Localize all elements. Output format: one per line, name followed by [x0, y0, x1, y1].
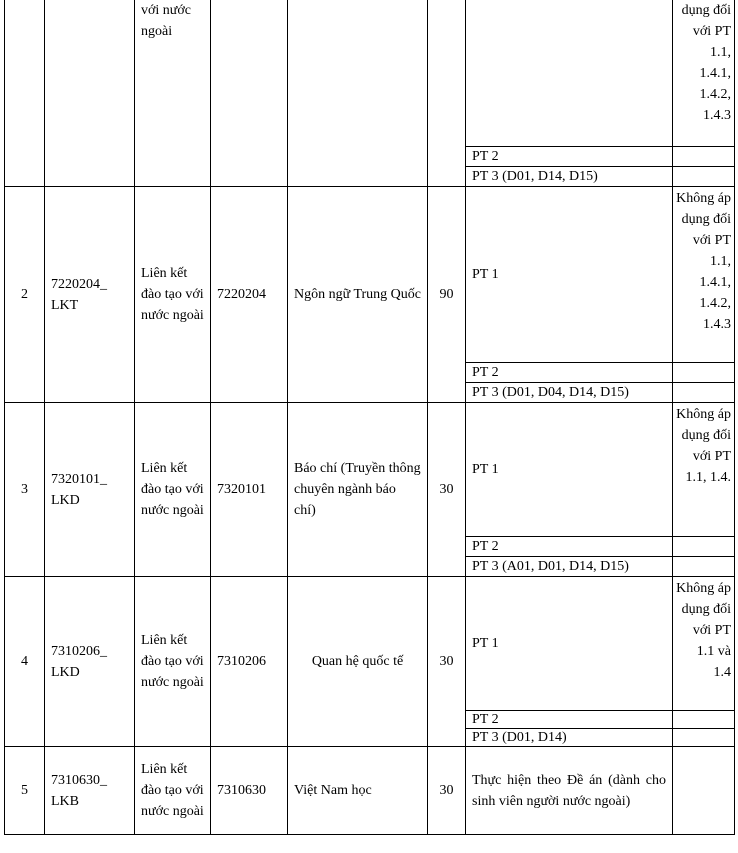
- note-cell: Không áp dụng đối với PT 1.1 và 1.4: [673, 577, 735, 711]
- major-cell: Quan hệ quốc tế: [288, 577, 428, 747]
- method-cell: PT 3 (D01, D14): [466, 729, 673, 747]
- note-cell-empty: [673, 729, 735, 747]
- type-cell: Liên kết đào tạo với nước ngoài: [135, 187, 211, 403]
- note-cell-empty: [673, 537, 735, 557]
- code-cell: 7310630_ LKB: [45, 747, 135, 835]
- method-cell: PT 2: [466, 537, 673, 557]
- quota-cell: 90: [428, 187, 466, 403]
- method-cell: PT 3 (D01, D14, D15): [466, 167, 673, 187]
- stt-cell: 4: [5, 577, 45, 747]
- note-cell: Không áp dụng đối với PT 1.1, 1.4.1, 1.4.2, 1.4.3: [673, 187, 735, 363]
- code-cell: [45, 0, 135, 187]
- method-cell: Thực hiện theo Đề án (dành cho sinh viên người nước ngoài): [466, 747, 673, 835]
- major-cell: [288, 0, 428, 187]
- note-cell-empty: [673, 557, 735, 577]
- stt-cell: 5: [5, 747, 45, 835]
- major-code-cell: 7220204: [211, 187, 288, 403]
- note-cell: Không áp dụng đối với PT 1.1, 1.4.: [673, 403, 735, 537]
- note-cell: [673, 747, 735, 835]
- table-row: [5, 577, 735, 711]
- method-cell: PT 1: [466, 403, 673, 537]
- table-row: [5, 747, 735, 835]
- type-cell: Liên kết đào tạo với nước ngoài: [135, 403, 211, 577]
- note-cell-empty: [673, 147, 735, 167]
- method-cell: PT 1: [466, 577, 673, 711]
- major-cell: Báo chí (Truyền thông chuyên ngành báo chí): [288, 403, 428, 577]
- method-cell: [466, 0, 673, 147]
- major-cell: Việt Nam học: [288, 747, 428, 835]
- table-row: [5, 187, 735, 363]
- major-code-cell: 7310206: [211, 577, 288, 747]
- major-cell: Ngôn ngữ Trung Quốc: [288, 187, 428, 403]
- note-cell-empty: [673, 711, 735, 729]
- code-cell: 7320101_ LKD: [45, 403, 135, 577]
- admission-table: [4, 0, 735, 835]
- type-cell: Liên kết đào tạo với nước ngoài: [135, 747, 211, 835]
- quota-cell: 30: [428, 747, 466, 835]
- type-cell: Liên kết đào tạo với nước ngoài: [135, 577, 211, 747]
- major-code-cell: [211, 0, 288, 187]
- stt-cell: 2: [5, 187, 45, 403]
- method-cell: PT 3 (D01, D04, D14, D15): [466, 383, 673, 403]
- major-code-cell: 7310630: [211, 747, 288, 835]
- major-code-cell: 7320101: [211, 403, 288, 577]
- quota-cell: 30: [428, 577, 466, 747]
- note-cell-empty: [673, 167, 735, 187]
- table-row: [5, 0, 735, 147]
- note-cell-empty: [673, 383, 735, 403]
- stt-cell: [5, 0, 45, 187]
- method-cell: PT 2: [466, 147, 673, 167]
- note-cell: dụng đối với PT 1.1, 1.4.1, 1.4.2, 1.4.3: [673, 0, 735, 147]
- table-row: [5, 403, 735, 537]
- note-cell-empty: [673, 363, 735, 383]
- method-cell: PT 1: [466, 187, 673, 363]
- code-cell: 7310206_ LKD: [45, 577, 135, 747]
- method-cell: PT 2: [466, 711, 673, 729]
- quota-cell: 30: [428, 403, 466, 577]
- type-cell: với nước ngoài: [135, 0, 211, 187]
- code-cell: 7220204_ LKT: [45, 187, 135, 403]
- quota-cell: [428, 0, 466, 187]
- method-cell: PT 2: [466, 363, 673, 383]
- stt-cell: 3: [5, 403, 45, 577]
- method-cell: PT 3 (A01, D01, D14, D15): [466, 557, 673, 577]
